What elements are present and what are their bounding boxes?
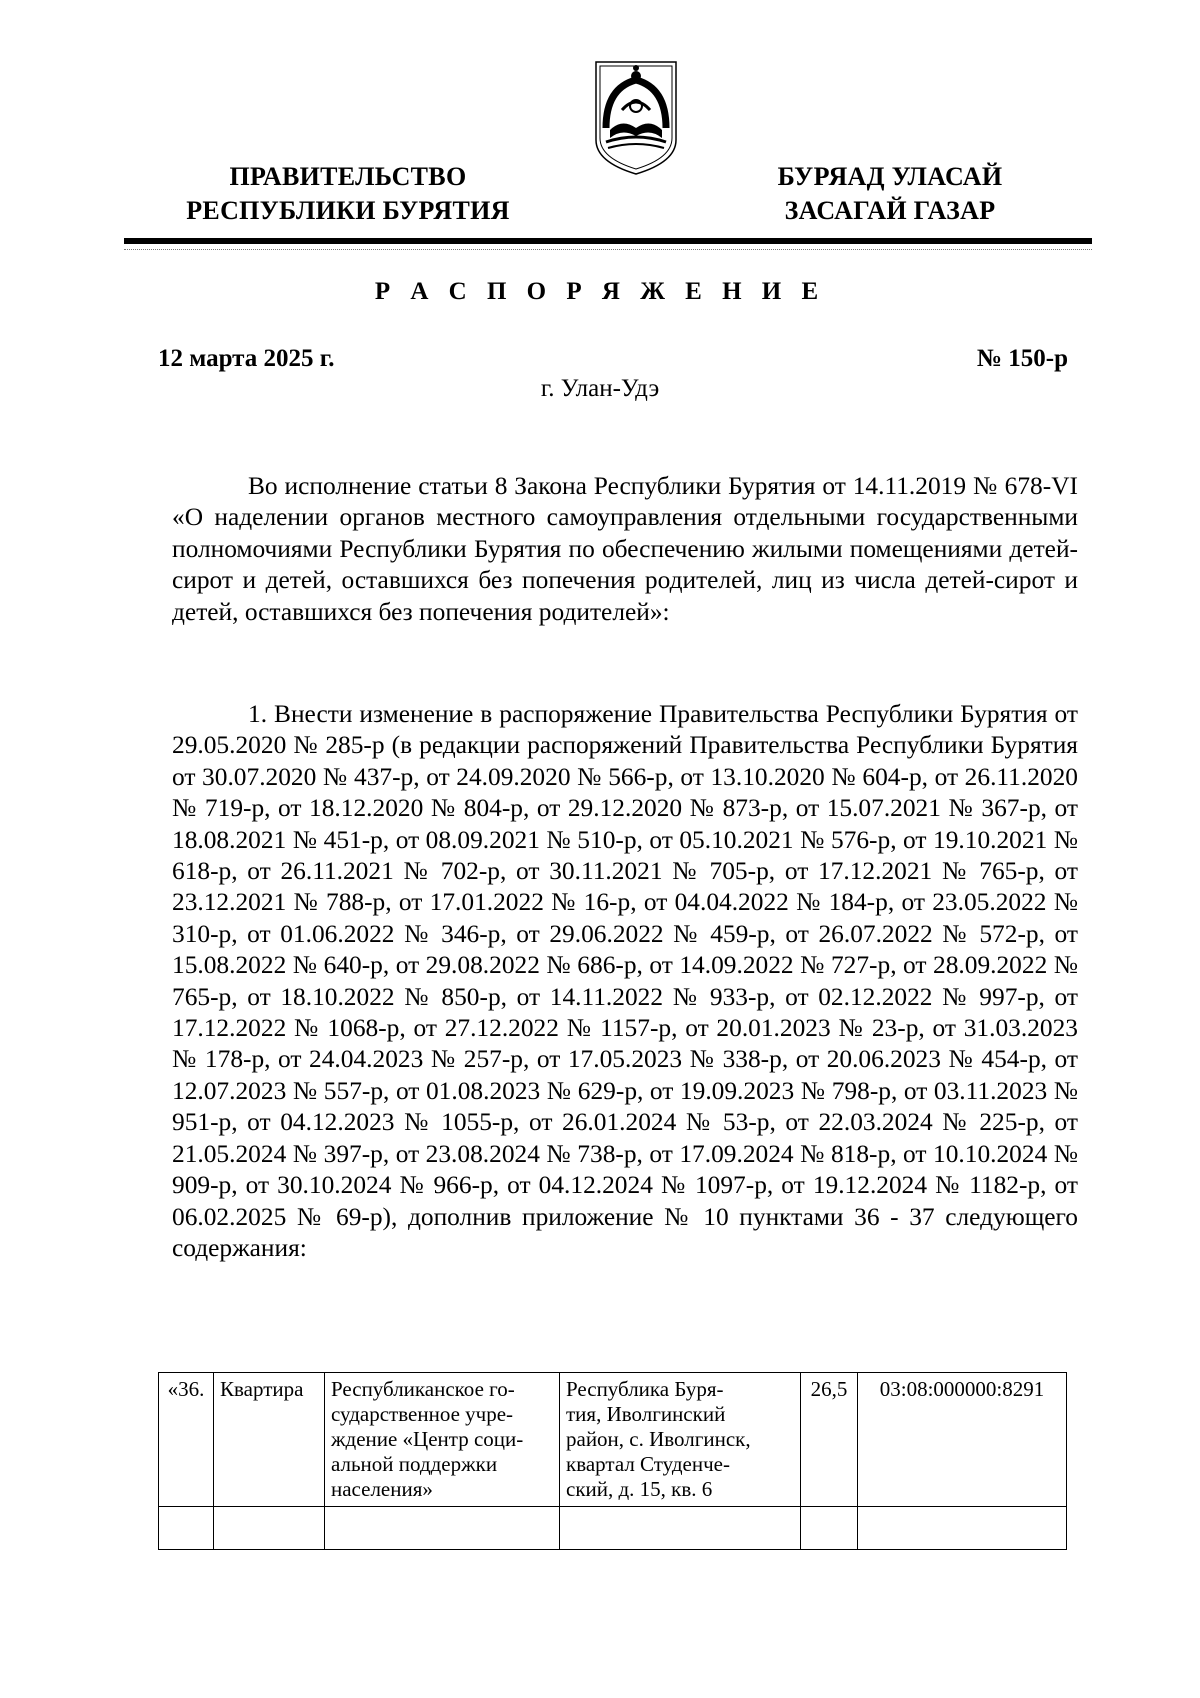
org-left-line: РЕСПУБЛИКИ БУРЯТИЯ	[186, 196, 510, 225]
cell-cadastral-number: 03:08:000000:8291	[858, 1373, 1067, 1507]
document-city: г. Улан-Удэ	[540, 375, 660, 402]
cell-address	[560, 1373, 801, 1507]
cell-type: Квартира	[214, 1373, 325, 1507]
cell-organization	[325, 1373, 560, 1507]
table-row	[159, 1373, 1067, 1507]
cell-area: 26,5	[801, 1373, 858, 1507]
coat-of-arms-icon	[592, 58, 680, 176]
cell-line: квартал Студенче-	[566, 1452, 730, 1476]
cell-line: Республика Буря-	[566, 1377, 724, 1401]
cell-line: район, с. Иволгинск,	[566, 1427, 751, 1451]
apartments-table	[158, 1372, 1067, 1550]
cell-line: тия, Иволгинский	[566, 1402, 726, 1426]
cell-line: ждение «Центр соци-	[331, 1427, 524, 1451]
document-type-title: Р А С П О Р Я Ж Е Н И Е	[374, 278, 826, 305]
cell-number: «36.	[159, 1373, 214, 1507]
cell-empty	[858, 1507, 1067, 1550]
cell-empty	[159, 1507, 214, 1550]
header-divider	[124, 238, 1092, 244]
cell-empty	[801, 1507, 858, 1550]
cell-empty	[214, 1507, 325, 1550]
cell-line: Республиканское го-	[331, 1377, 515, 1401]
cell-empty	[560, 1507, 801, 1550]
cell-line: ский, д. 15, кв. 6	[566, 1477, 713, 1501]
org-name-left	[158, 160, 538, 228]
cell-line: сударственное учре-	[331, 1402, 514, 1426]
org-name-right	[740, 160, 1040, 228]
table-row-blank	[159, 1507, 1067, 1550]
cell-line: населения»	[331, 1477, 433, 1501]
org-right-line: ЗАСАГАЙ ГАЗАР	[784, 196, 996, 225]
cell-line: альной поддержки	[331, 1452, 498, 1476]
cell-empty	[325, 1507, 560, 1550]
body-paragraph-2: 1. Внести изменение в распоряжение Правительства Республики Бурятия от 29.05.2020 № 285-р (в редакции распоряжений Правительства Республики Бурятия от 30.07.2020 № 437-р, от 24.09.2020 № 566-р, от 13.10.2020 № 604-р, от 26.11.2020 № 719-р, от 18.12.2020 № 804-р, от 29.12.2020 № 873-р, от 15.07.2021 № 367-р, от 18.08.2021 № 451-р, от 08.09.2021 № 510-р, от 05.10.2021 № 576-р, от 19.10.2021 № 618-р, от 26.11.2021 № 702-р, от 30.11.2021 № 705-р, от 17.12.2021 № 765-р, от 23.12.2021 № 788-р, от 17.01.2022 № 16-р, от 04.04.2022 № 184-р, от 23.05.2022 № 310-р, от 01.06.2022 № 346-р, от 29.06.2022 № 459-р, от 26.07.2022 № 572-р, от 15.08.2022 № 640-р, от 29.08.2022 № 686-р, от 14.09.2022 № 727-р, от 28.09.2022 № 765-р, от 18.10.2022 № 850-р, от 14.11.2022 № 933-р, от 02.12.2022 № 997-р, от 17.12.2022 № 1068-р, от 27.12.2022 № 1157-р, от 20.01.2023 № 23-р, от 31.03.2023 № 178-р, от 24.04.2023 № 257-р, от 17.05.2023 № 338-р, от 20.06.2023 № 454-р, от 12.07.2023 № 557-р, от 01.08.2023 № 629-р, от 19.09.2023 № 798-р, от 03.11.2023 № 951-р, от 04.12.2023 № 1055-р, от 26.01.2024 № 53-р, от 22.03.2024 № 225-р, от 21.05.2024 № 397-р, от 23.08.2024 № 738-р, от 17.09.2024 № 818-р, от 10.10.2024 № 909-р, от 30.10.2024 № 966-р, от 04.12.2024 № 1097-р, от 19.12.2024 № 1182-р, от 06.02.2025 № 69-р), дополнив приложение № 10 пунктами 36 - 37 следующего содержания:	[172, 700, 1078, 1262]
document-date: 12 марта 2025 г.	[158, 345, 335, 372]
body-paragraph-1: Во исполнение статьи 8 Закона Республики Бурятия от 14.11.2019 № 678-VI «О наделении органов местного самоуправления отдельными государственными полномочиями Республики Бурятия по обеспечению жилыми помещениями детей-сирот и детей, оставшихся без попечения родителей, лиц из числа детей-сирот и детей, оставшихся без попечения родителей»:	[172, 472, 1078, 626]
header-divider-thin	[124, 249, 1092, 250]
org-right-line: БУРЯАД УЛАСАЙ	[777, 162, 1003, 191]
document-number: № 150-р	[976, 345, 1068, 372]
org-left-line: ПРАВИТЕЛЬСТВО	[229, 162, 467, 191]
